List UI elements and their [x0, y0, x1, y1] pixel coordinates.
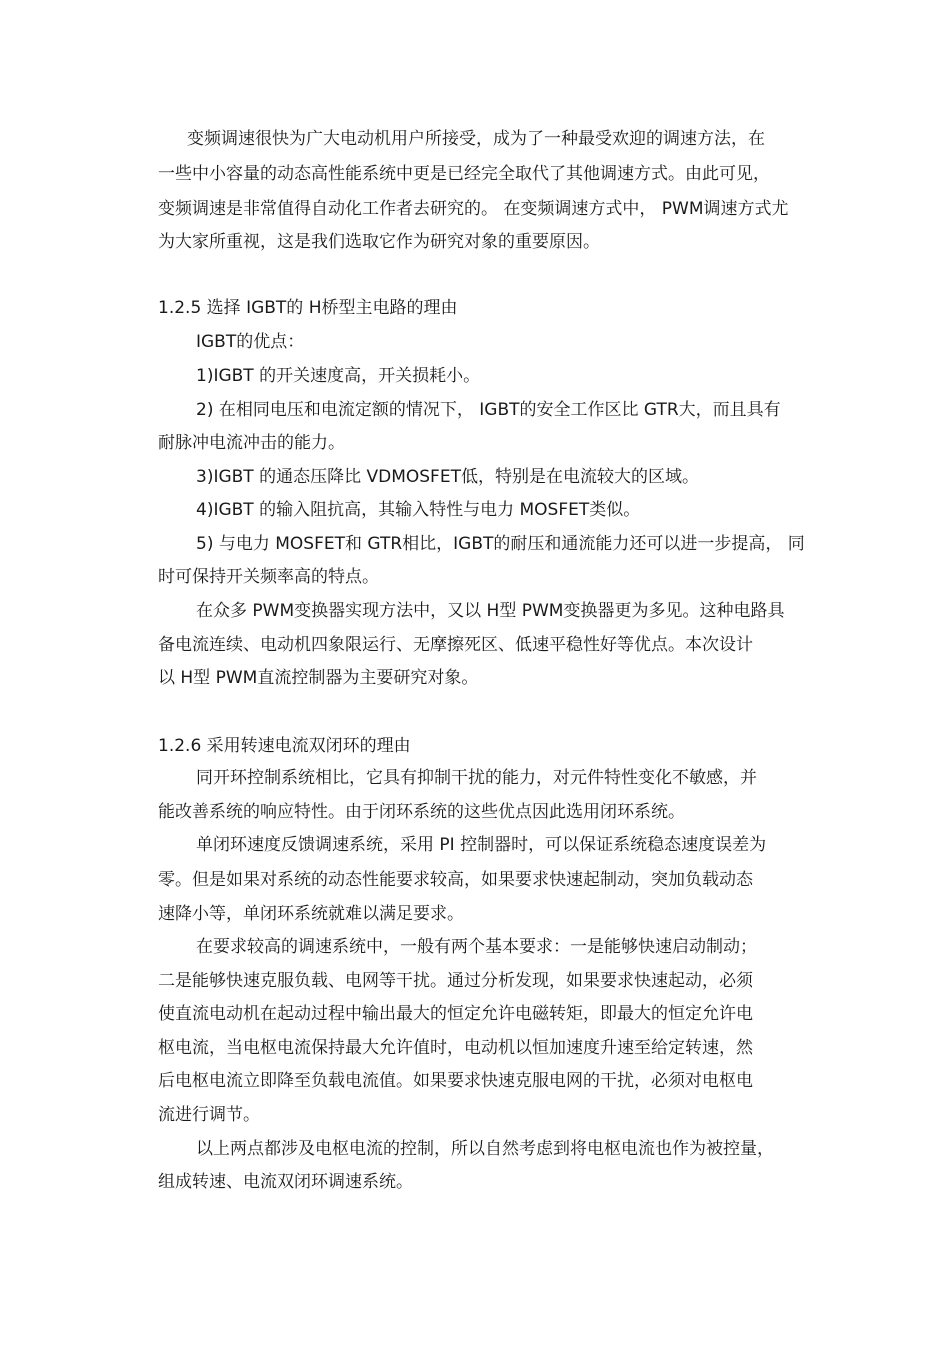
paragraph-line: 同开环控制系统相比，它具有抑制干扰的能力，对元件特性变化不敏感，并 [196, 768, 757, 788]
paragraph-line: 耐脉冲电流冲击的能力。 [158, 433, 345, 453]
paragraph-line: 以上两点都涉及电枢电流的控制，所以自然考虑到将电枢电流也作为被控量， [196, 1139, 774, 1159]
paragraph-line: 在众多 PWM变换器实现方法中，又以 H型 PWM变换器更为多见。这种电路具 [196, 601, 785, 621]
paragraph-line: 时可保持开关频率高的特点。 [158, 567, 379, 587]
paragraph-line: 变频调速是非常值得自动化工作者去研究的。 在变频调速方式中， PWM调速方式尤 [158, 199, 789, 219]
paragraph-line: 能改善系统的响应特性。由于闭环系统的这些优点因此选用闭环系统。 [158, 802, 685, 822]
paragraph-line: 二是能够快速克服负载、电网等干扰。通过分析发现，如果要求快速起动，必须 [158, 971, 753, 991]
paragraph-line: IGBT的优点： [196, 332, 305, 352]
paragraph-line: 在要求较高的调速系统中，一般有两个基本要求：一是能够快速启动制动； [196, 937, 757, 957]
paragraph-line: 为大家所重视，这是我们选取它作为研究对象的重要原因。 [158, 232, 600, 252]
list-item: 1)IGBT 的开关速度高，开关损耗小。 [196, 366, 481, 386]
paragraph-line: 使直流电动机在起动过程中输出最大的恒定允许电磁转矩，即最大的恒定允许电 [158, 1004, 753, 1024]
list-item: 5) 与电力 MOSFET和 GTR相比，IGBT的耐压和通流能力还可以进一步提高， 同 [196, 534, 805, 554]
list-item: 4)IGBT 的输入阻抗高，其输入特性与电力 MOSFET类似。 [196, 500, 641, 520]
paragraph-line: 流进行调节。 [158, 1105, 260, 1125]
paragraph-line: 一些中小容量的动态高性能系统中更是已经完全取代了其他调速方式。由此可见， [158, 164, 770, 184]
paragraph-line: 枢电流，当电枢电流保持最大允许值时，电动机以恒加速度升速至给定转速，然 [158, 1038, 753, 1058]
paragraph-line: 组成转速、电流双闭环调速系统。 [158, 1172, 413, 1192]
list-item: 2) 在相同电压和电流定额的情况下， IGBT的安全工作区比 GTR大，而且具有 [196, 400, 781, 420]
section-heading: 1.2.6 采用转速电流双闭环的理由 [158, 736, 411, 756]
paragraph-line: 单闭环速度反馈调速系统，采用 PI 控制器时，可以保证系统稳态速度误差为 [196, 835, 767, 855]
list-item: 3)IGBT 的通态压降比 VDMOSFET低，特别是在电流较大的区域。 [196, 467, 699, 487]
paragraph-line: 速降小等，单闭环系统就难以满足要求。 [158, 904, 464, 924]
paragraph-line: 备电流连续、电动机四象限运行、无摩擦死区、低速平稳性好等优点。本次设计 [158, 635, 753, 655]
paragraph-line: 以 H型 PWM直流控制器为主要研究对象。 [158, 668, 479, 688]
paragraph-line: 后电枢电流立即降至负载电流值。如果要求快速克服电网的干扰，必须对电枢电 [158, 1071, 753, 1091]
section-heading: 1.2.5 选择 IGBT的 H桥型主电路的理由 [158, 298, 458, 318]
paragraph-line: 零。但是如果对系统的动态性能要求较高，如果要求快速起制动，突加负载动态 [158, 870, 753, 890]
paragraph-line: 变频调速很快为广大电动机用户所接受，成为了一种最受欢迎的调速方法，在 [187, 129, 765, 149]
